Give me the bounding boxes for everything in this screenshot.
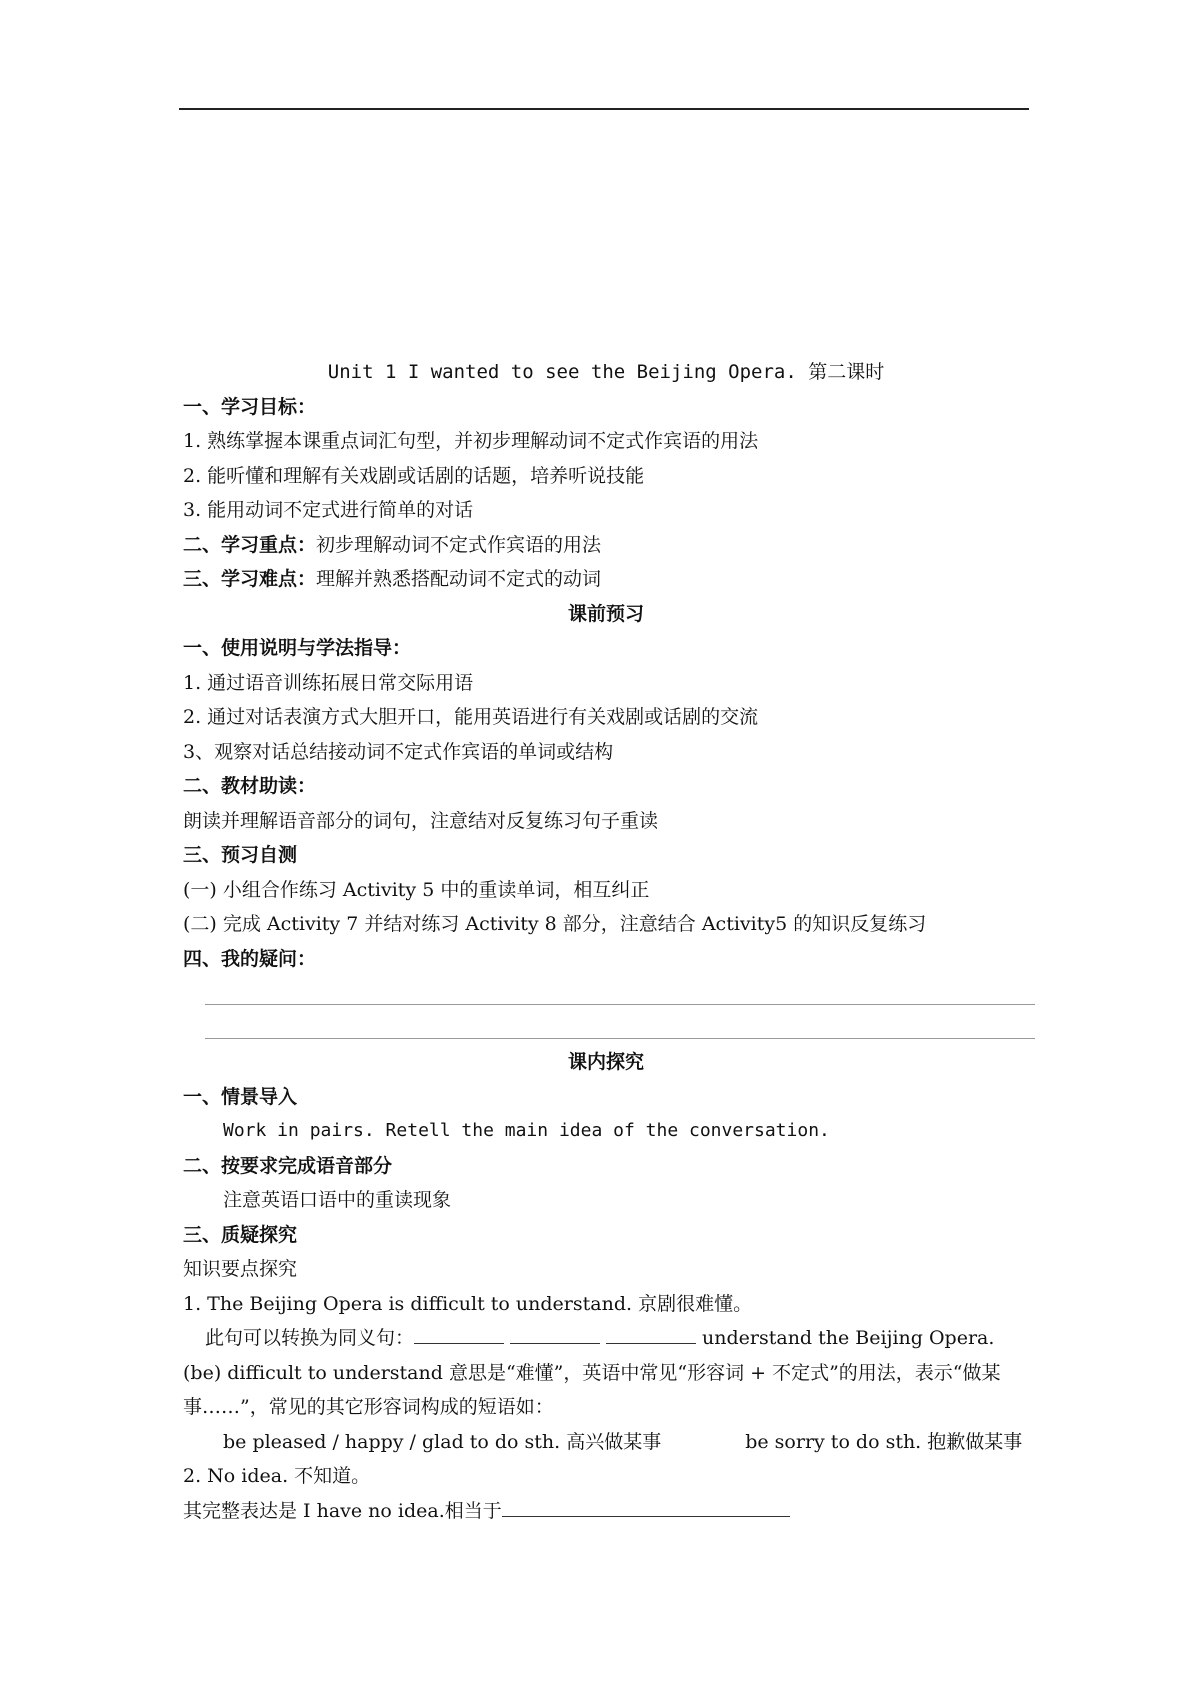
reading-heading: 二、教材助读： xyxy=(183,775,317,797)
objective-item: 1. 熟练掌握本课重点词汇句型，并初步理解动词不定式作宾语的用法 xyxy=(183,430,759,452)
objective-item: 2. 能听懂和理解有关戏剧或话剧的话题，培养听说技能 xyxy=(183,464,645,487)
knowledge-label: 知识要点探究 xyxy=(183,1258,298,1280)
page-title: Unit 1 I wanted to see the Beijing Opera. 第二课时 xyxy=(327,361,885,383)
selftest-item: (二) 完成 Activity 7 并结对练习 Activity 8 部分，注意结合 Activity5 的知识反复练习 xyxy=(183,913,927,935)
usage-item: 2. 通过对话表演方式大胆开口，能用英语进行有关戏剧或话剧的交流 xyxy=(183,706,759,728)
point-2: 2. No idea. 不知道。 xyxy=(183,1465,371,1487)
selftest-item: (一) 小组合作练习 Activity 5 中的重读单词，相互纠正 xyxy=(183,878,650,901)
point-1-rewrite xyxy=(183,1321,1029,1356)
key-points xyxy=(183,528,1029,563)
answer-line[interactable] xyxy=(183,1011,1029,1046)
difficulties-text: 理解并熟悉搭配动词不定式的动词 xyxy=(316,568,602,590)
usage-item: 3、观察对话总结接动词不定式作宾语的单词或结构 xyxy=(183,740,614,763)
selftest-heading: 三、预习自测 xyxy=(183,844,298,866)
answer-line[interactable] xyxy=(183,976,1029,1011)
point-2-full xyxy=(183,1494,1029,1529)
point-1: 1. The Beijing Opera is difficult to understand. 京剧很难懂。 xyxy=(183,1292,753,1315)
point-2-full-text: 其完整表达是 I have no idea.相当于 xyxy=(183,1499,502,1522)
difficulties xyxy=(183,562,1029,597)
phrase-a: be pleased / happy / glad to do sth. 高兴做某事 xyxy=(223,1430,662,1453)
header-rule xyxy=(179,108,1029,110)
preview-heading: 课前预习 xyxy=(567,602,644,625)
reading-text: 朗读并理解语音部分的词句，注意结对反复练习句子重读 xyxy=(183,809,659,832)
scene-text: Work in pairs. Retell the main idea of the conversation. xyxy=(223,1120,830,1141)
phonetics-text: 注意英语口语中的重读现象 xyxy=(223,1189,452,1211)
point-1-explanation: (be) difficult to understand 意思是“难懂”，英语中常见“形容词 + 不定式”的用法，表示“做某事……”，常见的其它形容词构成的短语如： xyxy=(183,1361,1001,1418)
difficulties-label: 三、学习难点： xyxy=(183,568,317,590)
blank-2[interactable] xyxy=(510,1321,600,1344)
blank-1[interactable] xyxy=(414,1321,504,1344)
questions-heading: 四、我的疑问： xyxy=(183,947,317,970)
phrase-examples xyxy=(183,1425,1029,1460)
scene-heading: 一、情景导入 xyxy=(183,1085,298,1108)
key-points-text: 初步理解动词不定式作宾语的用法 xyxy=(316,533,602,556)
rewrite-suffix: understand the Beijing Opera. xyxy=(702,1327,995,1349)
phrase-b: be sorry to do sth. 抱歉做某事 xyxy=(745,1430,1023,1453)
inclass-heading: 课内探究 xyxy=(567,1051,644,1073)
objective-item: 3. 能用动词不定式进行简单的对话 xyxy=(183,499,474,521)
usage-item: 1. 通过语音训练拓展日常交际用语 xyxy=(183,671,474,694)
blank-3[interactable] xyxy=(606,1321,696,1344)
usage-heading: 一、使用说明与学法指导： xyxy=(183,637,412,659)
inquiry-heading: 三、质疑探究 xyxy=(183,1223,298,1246)
blank-4[interactable] xyxy=(502,1494,790,1517)
key-points-label: 二、学习重点： xyxy=(183,533,317,556)
rewrite-prefix: 此句可以转换为同义句： xyxy=(205,1327,415,1349)
phonetics-heading: 二、按要求完成语音部分 xyxy=(183,1154,393,1177)
worksheet-page xyxy=(183,355,1029,1528)
objectives-heading: 一、学习目标： xyxy=(183,395,317,418)
